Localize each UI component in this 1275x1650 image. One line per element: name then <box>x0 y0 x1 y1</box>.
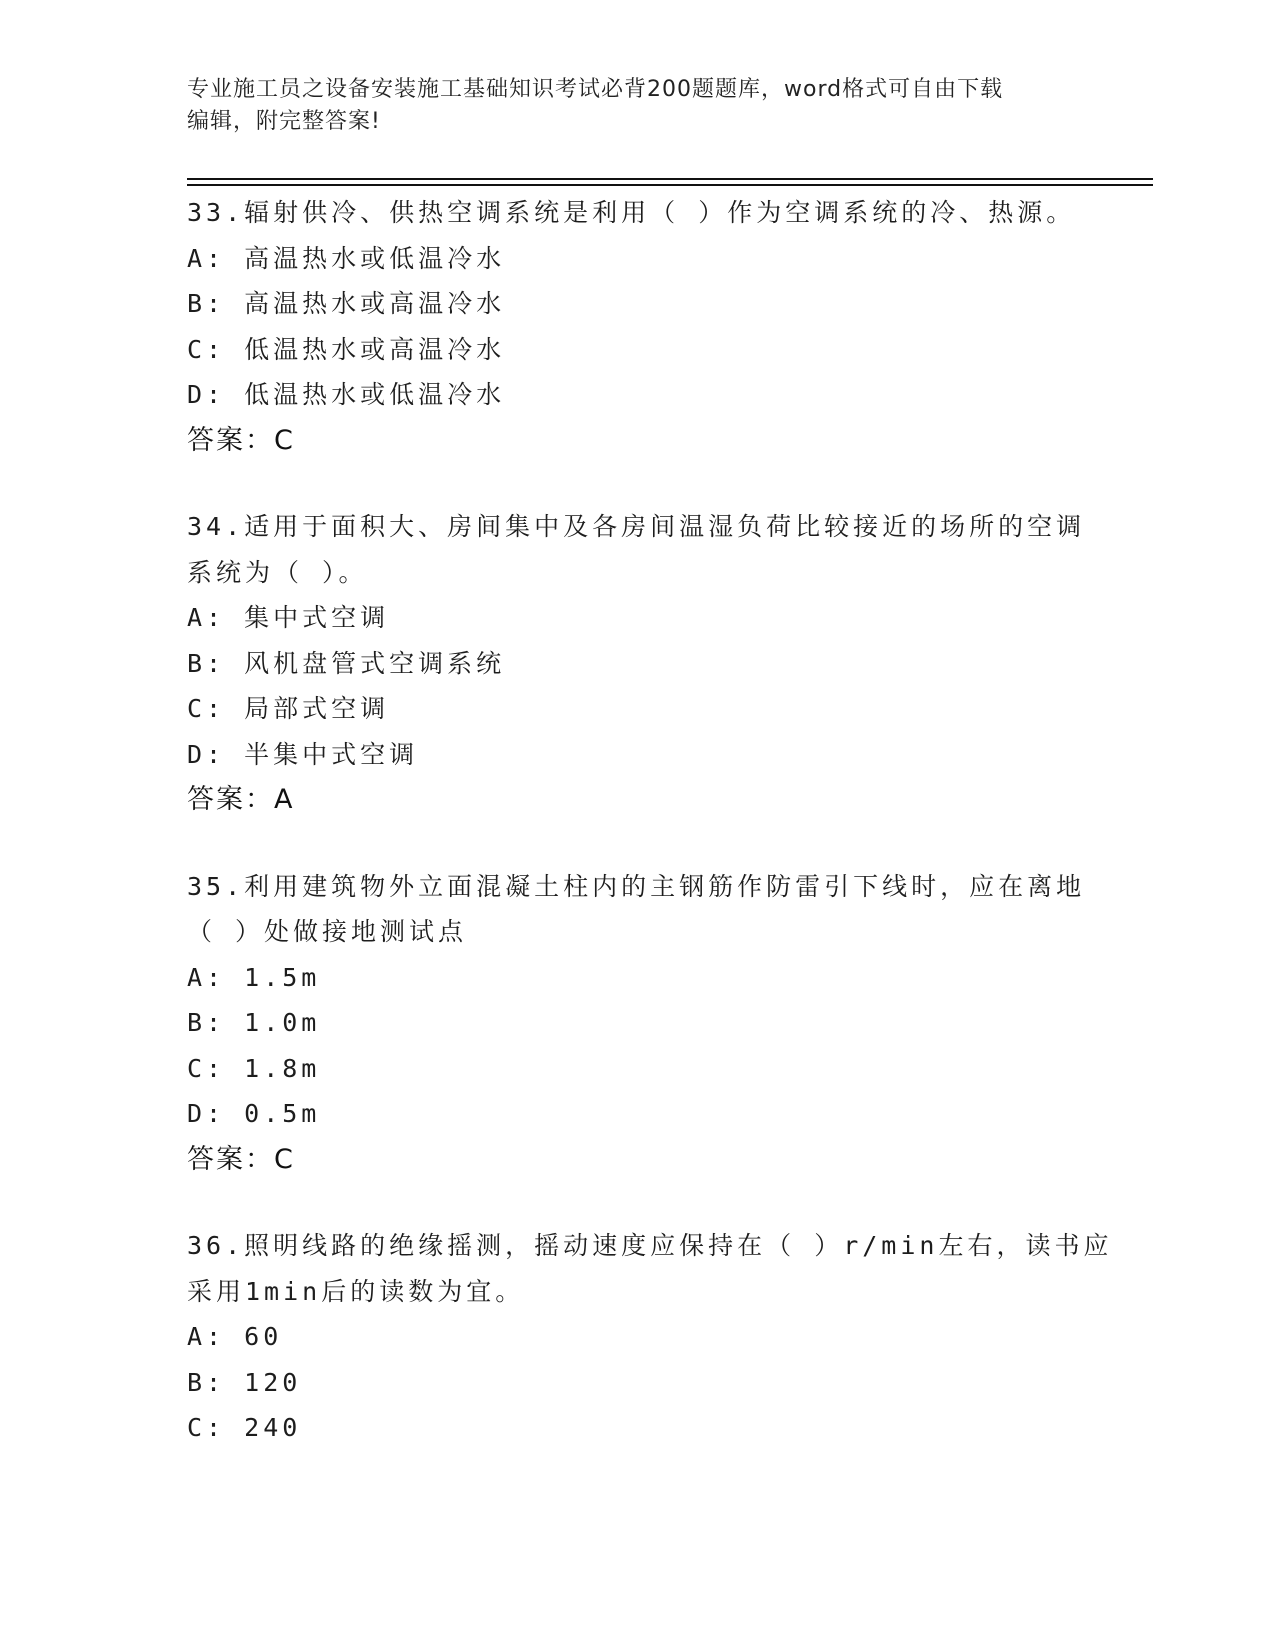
option-b: B: 高温热水或高温冷水 <box>187 289 506 318</box>
header-divider-bottom <box>187 184 1153 186</box>
option-c: C: 低温热水或高温冷水 <box>187 334 506 364</box>
answer-label: 答案：C <box>187 1143 295 1175</box>
header-line-2: 编辑，附完整答案! <box>187 109 381 134</box>
question-stem-line: （ ）处做接地测试点 <box>187 917 468 946</box>
header-divider-top <box>187 178 1153 180</box>
answer-label: 答案：C <box>187 424 295 456</box>
header-line-1: 专业施工员之设备安装施工基础知识考试必背200题题库，word格式可自由下载 <box>187 77 1004 102</box>
option-a: A: 1.5m <box>187 962 321 992</box>
question-stem-line: 系统为（ ）。 <box>187 557 368 587</box>
option-c: C: 局部式空调 <box>187 694 390 723</box>
question-stem-line: 36.照明线路的绝缘摇测，摇动速度应保持在（ ）r/min左右，读书应 <box>187 1231 1113 1260</box>
option-c: C: 1.8m <box>187 1053 321 1083</box>
question-34 <box>187 504 1087 823</box>
option-a: A: 集中式空调 <box>187 603 390 632</box>
option-c: C: 240 <box>187 1413 302 1442</box>
question-stem-line: 35.利用建筑物外立面混凝土柱内的主钢筋作防雷引下线时，应在离地 <box>187 871 1086 901</box>
question-33 <box>187 190 1087 463</box>
option-b: B: 风机盘管式空调系统 <box>187 648 506 678</box>
question-stem-line: 采用1min后的读数为宜。 <box>187 1276 525 1306</box>
option-d: D: 低温热水或低温冷水 <box>187 380 506 409</box>
option-d: D: 0.5m <box>187 1099 321 1128</box>
question-stem-line: 33.辐射供冷、供热空调系统是利用（ ）作为空调系统的冷、热源。 <box>187 198 1076 227</box>
question-36 <box>187 1223 1113 1451</box>
option-a: A: 高温热水或低温冷水 <box>187 243 506 273</box>
question-list <box>187 190 1113 1492</box>
question-stem-line: 34.适用于面积大、房间集中及各房间温湿负荷比较接近的场所的空调 <box>187 512 1086 541</box>
option-b: B: 120 <box>187 1367 302 1397</box>
option-a: A: 60 <box>187 1322 283 1351</box>
option-b: B: 1.0m <box>187 1008 321 1037</box>
option-d: D: 半集中式空调 <box>187 739 419 769</box>
document-header <box>187 74 1067 138</box>
answer-label: 答案：A <box>187 784 295 815</box>
question-35 <box>187 864 1087 1183</box>
